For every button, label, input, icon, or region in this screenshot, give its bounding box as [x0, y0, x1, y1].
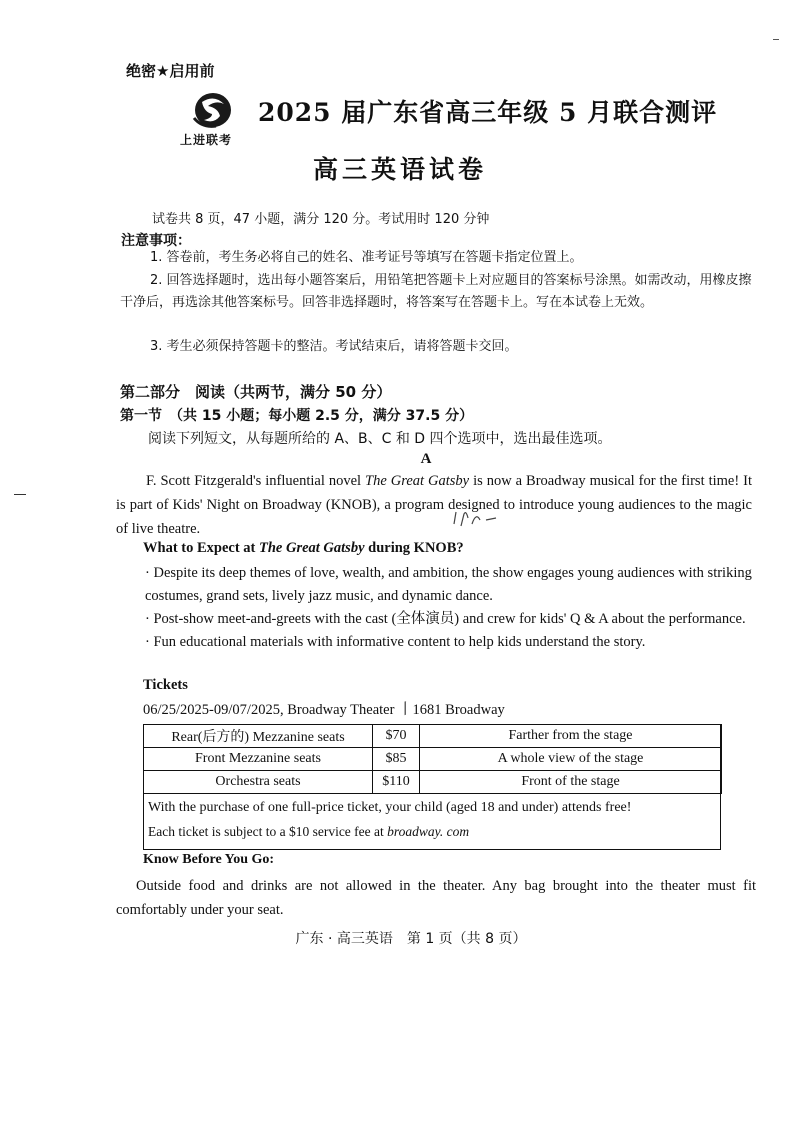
know-before-heading: Know Before You Go:	[143, 852, 275, 867]
service-fee-text: Each ticket is subject to a $10 service fee at broadway. com	[148, 824, 470, 839]
seat-view: Front of the stage	[420, 771, 722, 794]
seat-price: $70	[373, 725, 420, 748]
list-item: · Fun educational materials with informative content to help kids understand the story.	[145, 634, 646, 650]
seat-name: Rear(后方的) Mezzanine seats	[144, 725, 373, 748]
margin-mark	[773, 39, 779, 40]
section-heading: 第一节 （共 15 小题；每小题 2.5 分，满分 37.5 分）	[120, 408, 474, 424]
novel-title: The Great Gatsby	[365, 473, 470, 489]
list-item: · Post-show meet-and-greets with the cast (全体演员) and crew for kids' Q & A about the performance.	[145, 611, 746, 627]
seating-table	[143, 724, 722, 794]
part-heading: 第二部分 阅读（共两节，满分 50 分）	[120, 383, 392, 401]
dates-location: 06/25/2025-09/07/2025, Broadway Theater 丨1681 Broadway	[143, 702, 505, 718]
seat-price: $110	[373, 771, 420, 794]
seat-view: A whole view of the stage	[420, 748, 722, 771]
note-item: 2. 回答选择题时，选出每小题答案后，用铅笔把答题卡上对应题目的答案标号涂黑。如需改动，用橡皮擦干净后，再选涂其他答案标号。回答非选择题时，将答案写在答题卡上。写在本试卷上无效。	[120, 273, 752, 310]
confidential-label: 绝密★启用前	[126, 62, 215, 80]
note-item: 3. 考生必须保持答题卡的整洁。考试结束后，请将答题卡交回。	[150, 339, 518, 354]
seat-price: $85	[373, 748, 420, 771]
seat-name: Front Mezzanine seats	[144, 748, 373, 771]
seat-name: Orchestra seats	[144, 771, 373, 794]
handwritten-scribble	[452, 508, 500, 530]
table-row	[144, 771, 722, 794]
seat-view: Farther from the stage	[420, 725, 722, 748]
note-item: 1. 答卷前，考生务必将自己的姓名、准考证号等填写在答题卡指定位置上。	[150, 250, 583, 265]
passage-label: A	[420, 451, 432, 467]
table-row	[144, 748, 722, 771]
list-item: · Despite its deep themes of love, wealth, and ambition, the show engages young audiences with striking costumes, grand sets, lively jazz music, and dynamic dance.	[145, 565, 752, 604]
what-to-expect-heading: What to Expect at The Great Gatsby during KNOB?	[143, 540, 464, 556]
promo-text: With the purchase of one full-price ticket, your child (aged 18 and under) attends free!	[148, 800, 632, 815]
paper-title: 高三英语试卷	[312, 155, 487, 184]
instruction: 阅读下列短文，从每题所给的 A、B、C 和 D 四个选项中，选出最佳选项。	[148, 431, 612, 447]
page-footer: 广东 · 高三英语 第 1 页（共 8 页）	[295, 931, 527, 947]
table-row	[144, 725, 722, 748]
intro-paragraph: F. Scott Fitzgerald's influential novel The Great Gatsby is now a Broadway musical for the first time! It is part of Kids' Night on Broadway (KNOB), a program designed to introduce young audiences to the magic of live theatre.	[116, 473, 752, 537]
margin-mark	[14, 494, 26, 495]
notes-heading: 注意事项：	[121, 233, 191, 249]
logo-text: 上进联考	[180, 133, 233, 147]
know-before-text: Outside food and drinks are not allowed in the theater. Any bag brought into the theater must fit comfortably under your seat.	[116, 878, 756, 918]
tickets-heading: Tickets	[143, 677, 188, 693]
exam-title: 2025 届广东省高三年级 5 月联合测评	[258, 98, 718, 127]
exam-info: 试卷共 8 页，47 小题，满分 120 分。考试用时 120 分钟	[152, 212, 490, 227]
expect-list	[145, 562, 755, 654]
